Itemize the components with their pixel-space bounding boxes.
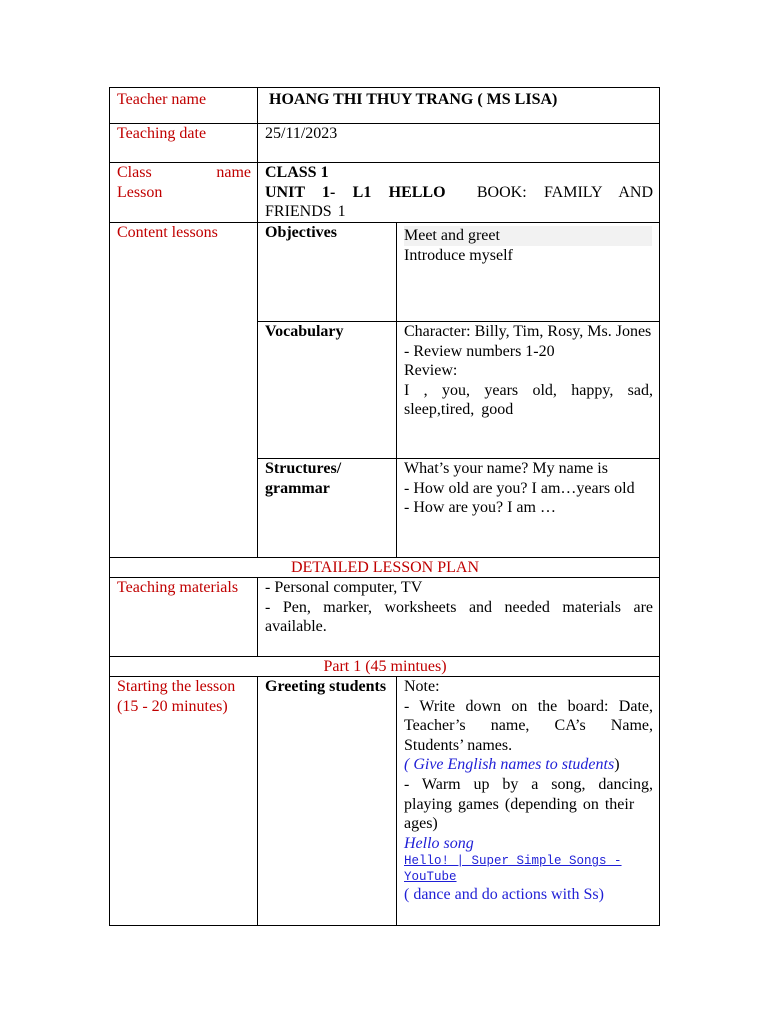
class-label-right: name	[216, 164, 251, 181]
objective-2: Introduce myself	[404, 246, 513, 264]
song-youtube-link[interactable]: Hello! | Super Simple Songs - YouTube	[404, 854, 622, 885]
teaching-date: 25/11/2023	[258, 124, 660, 163]
material-1: - Personal computer, TV	[265, 579, 423, 596]
structure-2: - How old are you? I am…years old	[404, 479, 635, 497]
book-title: BOOK: FAMILY AND FRIENDS 1	[265, 183, 654, 221]
detailed-heading-row	[110, 558, 660, 578]
warm-up-note: - Warm up by a song, dancing, playing games (depending on their	[404, 775, 653, 813]
class-label	[110, 163, 258, 223]
structure-3: - How are you? I am …	[404, 499, 556, 517]
materials-value	[258, 578, 660, 657]
give-names-note	[404, 755, 653, 775]
materials-row	[110, 578, 660, 657]
class-value	[258, 163, 660, 223]
starting-value	[397, 677, 660, 926]
vocab-characters: Character: Billy, Tim, Rosy, Ms. Jones	[404, 323, 652, 340]
part1-heading: Part 1 (45 mintues)	[110, 657, 660, 677]
class-row	[110, 163, 660, 223]
objectives-label: Objectives	[258, 223, 397, 322]
teacher-label: Teacher name	[110, 88, 258, 124]
lesson-label: Lesson	[117, 183, 163, 201]
lesson-title	[265, 183, 653, 222]
date-row	[110, 124, 660, 163]
give-names-close: )	[614, 756, 620, 774]
material-2: - Pen, marker, worksheets and needed materials are available.	[265, 598, 653, 636]
note-label: Note:	[404, 678, 440, 695]
structure-1: What’s your name? My name is	[404, 460, 608, 477]
date-label: Teaching date	[110, 124, 258, 163]
class-name: CLASS 1	[265, 164, 329, 181]
vocabulary-value	[397, 322, 660, 459]
part1-heading-row	[110, 657, 660, 677]
unit-title: UNIT 1- L1 HELLO	[265, 183, 446, 201]
objectives-row	[110, 223, 660, 322]
starting-row	[110, 677, 660, 926]
give-names-text: ( Give English names to students	[404, 756, 615, 774]
vocab-review-label: Review:	[404, 362, 458, 380]
song-title: Hello song	[404, 834, 474, 852]
vocab-review-words: I , you, years old, happy, sad, sleep,tired, good	[404, 381, 653, 419]
starting-label: Starting the lesson (15 - 20 minutes)	[110, 677, 258, 926]
vocabulary-label: Vocabulary	[258, 322, 397, 459]
objective-1: Meet and greet	[404, 226, 652, 246]
teacher-row	[110, 88, 660, 124]
write-down-note: - Write down on the board: Date, Teacher’s name, CA’s Name, Students’ names.	[404, 697, 653, 754]
class-label-left: Class	[117, 164, 152, 181]
lesson-plan-table	[109, 87, 660, 926]
structures-label: Structures/ grammar	[258, 459, 397, 558]
teacher-name: HOANG THI THUY TRANG ( MS LISA)	[258, 88, 660, 124]
objectives-value	[397, 223, 660, 322]
ages-text: ages)	[404, 815, 438, 833]
content-lessons-label: Content lessons	[110, 223, 258, 558]
detailed-lesson-plan-heading: DETAILED LESSON PLAN	[110, 558, 660, 578]
structures-value	[397, 459, 660, 558]
materials-label: Teaching materials	[110, 578, 258, 657]
vocab-review-numbers: - Review numbers 1-20	[404, 342, 555, 360]
greeting-label: Greeting students	[258, 677, 397, 926]
dance-note: ( dance and do actions with Ss)	[404, 886, 604, 904]
